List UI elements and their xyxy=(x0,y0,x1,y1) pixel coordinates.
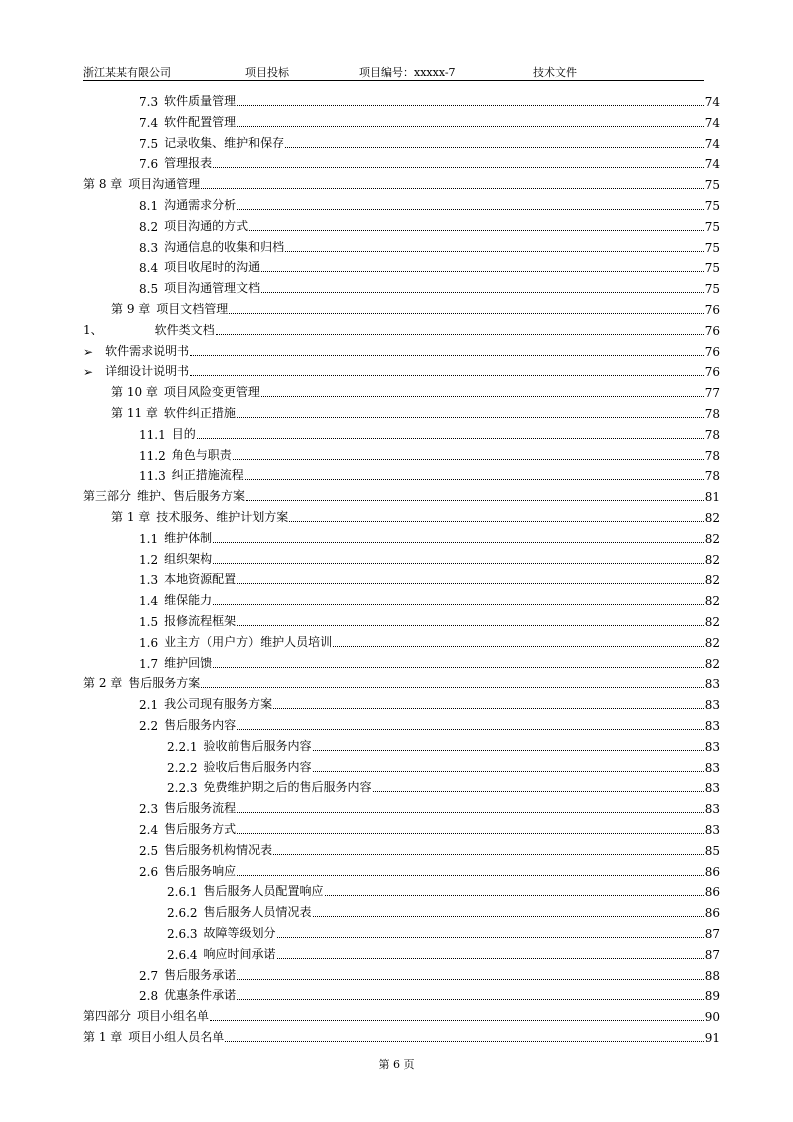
toc-entry-number: 第 2 章 xyxy=(83,676,123,691)
toc-entry-title: 项目沟通管理 xyxy=(128,177,201,192)
toc-entry[interactable] xyxy=(139,630,720,650)
toc-entry-title: 目的 xyxy=(171,426,196,441)
toc-entry[interactable] xyxy=(83,1025,720,1045)
page-number: 第 6 页 xyxy=(378,1058,415,1071)
toc-dot-leader xyxy=(216,322,704,335)
toc-entry-page: 77 xyxy=(704,386,720,401)
toc-entry-page: 75 xyxy=(704,240,720,255)
toc-entry[interactable] xyxy=(139,214,720,234)
toc-dot-leader xyxy=(313,904,704,917)
toc-entry-number: 1.3 xyxy=(139,573,159,588)
toc-entry[interactable] xyxy=(83,671,720,691)
toc-entry-title: 验收后售后服务内容 xyxy=(203,759,312,774)
toc-entry[interactable] xyxy=(139,110,720,130)
toc-entry-page: 76 xyxy=(704,323,720,338)
toc-entry-number: 2.2.1 xyxy=(167,739,198,754)
toc-entry-number: 7.5 xyxy=(139,136,159,151)
toc-entry-page: 82 xyxy=(704,511,720,525)
toc-entry-title: 报修流程框架 xyxy=(164,614,237,628)
toc-entry-page: 78 xyxy=(704,427,720,442)
toc-entry-number: 2.2 xyxy=(139,719,159,733)
toc-entry-title: 软件质量管理 xyxy=(164,94,237,108)
toc-entry[interactable] xyxy=(167,734,720,754)
toc-entry-page: 74 xyxy=(704,95,720,109)
toc-entry-number: 1.1 xyxy=(139,531,159,546)
toc-entry-title: 管理报表 xyxy=(164,156,213,171)
toc-entry-number: 2.2.2 xyxy=(167,760,198,775)
toc-entry[interactable] xyxy=(83,172,720,192)
toc-entry-title: 项目沟通的方式 xyxy=(164,218,249,233)
toc-entry-page: 89 xyxy=(704,989,720,1004)
toc-entry-title: 本地资源配置 xyxy=(164,572,237,587)
toc-entry-number: 8.4 xyxy=(139,261,159,276)
toc-dot-leader xyxy=(213,551,704,564)
toc-entry-title: 售后服务承诺 xyxy=(164,967,237,982)
toc-entry[interactable] xyxy=(139,838,720,858)
toc-entry-page: 76 xyxy=(704,303,720,317)
toc-dot-leader xyxy=(237,863,704,876)
toc-entry-page: 83 xyxy=(704,802,720,817)
toc-entry-title: 沟通需求分析 xyxy=(164,198,237,212)
toc-dot-leader xyxy=(245,467,704,480)
toc-entry-title: 软件类文档 xyxy=(154,322,215,337)
toc-entry-number: 2.6 xyxy=(139,864,159,879)
toc-entry-page: 86 xyxy=(704,864,720,879)
toc-entry-number: 1、 xyxy=(83,322,103,337)
toc-entry[interactable] xyxy=(167,942,720,962)
toc-entry-page: 85 xyxy=(704,843,720,858)
toc-entry-number: 1.7 xyxy=(139,656,159,671)
toc-entry-number: 第四部分 xyxy=(83,1009,132,1024)
toc-dot-leader xyxy=(213,530,704,543)
toc-entry-title: 组织架构 xyxy=(164,551,213,566)
toc-entry-page: 82 xyxy=(704,552,720,567)
toc-entry[interactable] xyxy=(139,983,720,1003)
toc-entry[interactable] xyxy=(139,547,720,567)
toc-entry-page: 74 xyxy=(704,157,720,172)
toc-dot-leader xyxy=(285,239,704,252)
toc-entry-title: 维保能力 xyxy=(164,593,213,608)
toc-dot-leader xyxy=(237,967,704,980)
toc-entry-title: 项目收尾时的沟通 xyxy=(164,260,261,275)
toc-entry-page: 83 xyxy=(704,823,720,837)
toc-dot-leader xyxy=(237,571,704,584)
toc-entry-number: 2.8 xyxy=(139,989,159,1004)
toc-dot-leader xyxy=(213,592,704,605)
toc-entry-title: 售后服务人员情况表 xyxy=(203,905,312,920)
toc-entry-page: 83 xyxy=(704,719,720,733)
toc-entry-number: 7.6 xyxy=(139,157,159,172)
toc-entry-page: 82 xyxy=(704,594,720,609)
toc-dot-leader xyxy=(201,675,703,688)
toc-entry-page: 78 xyxy=(704,469,720,484)
toc-entry-page: 76 xyxy=(704,344,720,359)
toc-entry[interactable] xyxy=(167,921,720,941)
toc-entry-title: 售后服务流程 xyxy=(164,801,237,816)
toc-entry-page: 76 xyxy=(704,365,720,380)
toc-entry[interactable] xyxy=(139,255,720,275)
toc-entry-number: 2.7 xyxy=(139,968,159,983)
toc-entry-number: 8.2 xyxy=(139,219,159,234)
toc-entry[interactable] xyxy=(139,193,720,213)
toc-entry-page: 88 xyxy=(704,968,720,983)
toc-entry-title: 软件纠正措施 xyxy=(163,406,236,420)
toc-entry[interactable] xyxy=(139,713,720,733)
toc-entry[interactable] xyxy=(139,89,720,109)
toc-dot-leader xyxy=(213,155,704,168)
toc-entry[interactable] xyxy=(139,235,720,255)
toc-entry-title: 项目风险变更管理 xyxy=(163,385,260,400)
toc-dot-leader xyxy=(233,447,704,460)
toc-entry-title: 详细设计说明书 xyxy=(105,364,190,379)
toc-dot-leader xyxy=(261,384,704,397)
toc-entry[interactable] xyxy=(139,131,720,151)
toc-entry-title: 免费维护期之后的售后服务内容 xyxy=(203,780,372,795)
toc-dot-leader xyxy=(197,426,704,439)
toc-entry-page: 82 xyxy=(704,615,720,629)
toc-entry[interactable] xyxy=(139,463,720,483)
toc-entry[interactable] xyxy=(167,775,720,795)
toc-entry-number: 2.6.3 xyxy=(167,927,198,941)
toc-entry-title: 项目沟通管理文档 xyxy=(164,281,261,296)
toc-entry-number: 2.4 xyxy=(139,823,159,837)
toc-dot-leader xyxy=(273,842,704,855)
toc-entry[interactable] xyxy=(139,276,720,296)
toc-entry-title: 售后服务方案 xyxy=(128,676,201,691)
toc-entry-title: 记录收集、维护和保存 xyxy=(164,135,285,150)
toc-entry-title: 故障等级划分 xyxy=(203,926,276,940)
toc-entry[interactable] xyxy=(139,422,720,442)
toc-dot-leader xyxy=(313,759,704,772)
toc-entry[interactable] xyxy=(139,443,720,463)
toc-entry-number: 1.2 xyxy=(139,552,159,567)
toc-entry[interactable] xyxy=(167,900,720,920)
toc-entry-page: 83 xyxy=(704,698,720,713)
toc-entry-number: 1.5 xyxy=(139,615,159,629)
toc-entry-number: 2.3 xyxy=(139,802,159,817)
toc-entry-page: 86 xyxy=(704,885,720,900)
toc-entry-number: ➢ xyxy=(83,344,94,359)
toc-dot-leader xyxy=(237,987,704,1000)
toc-entry[interactable] xyxy=(139,567,720,587)
toc-dot-leader xyxy=(261,280,704,293)
toc-entry-page: 75 xyxy=(704,261,720,276)
toc-entry-page: 75 xyxy=(704,199,720,213)
toc-entry[interactable] xyxy=(83,359,720,379)
toc-dot-leader xyxy=(285,135,704,148)
toc-dot-leader xyxy=(373,779,704,792)
toc-entry[interactable] xyxy=(83,339,720,359)
toc-entry[interactable] xyxy=(139,859,720,879)
toc-entry[interactable] xyxy=(111,505,720,525)
page-header xyxy=(83,62,704,81)
toc-entry[interactable] xyxy=(139,651,720,671)
toc-entry[interactable] xyxy=(111,380,720,400)
toc-entry[interactable] xyxy=(111,297,720,317)
toc-entry[interactable] xyxy=(83,484,720,504)
toc-entry-number: 2.5 xyxy=(139,843,159,858)
toc-entry[interactable] xyxy=(83,1004,720,1024)
toc-entry-number: 1.6 xyxy=(139,635,159,650)
toc-entry-page: 83 xyxy=(704,677,720,692)
toc-dot-leader xyxy=(237,800,704,813)
toc-dot-leader xyxy=(277,946,704,959)
toc-entry-number: 8.1 xyxy=(139,199,159,213)
toc-entry-title: 维护、售后服务方案 xyxy=(137,489,246,504)
toc-entry-page: 83 xyxy=(704,781,720,796)
toc-entry[interactable] xyxy=(167,879,720,899)
toc-dot-leader xyxy=(237,821,704,834)
toc-entry-number: 第 11 章 xyxy=(111,406,158,420)
toc-dot-leader xyxy=(277,925,704,938)
toc-dot-leader xyxy=(273,696,704,709)
toc-entry-number: 第 9 章 xyxy=(111,302,151,316)
toc-entry[interactable] xyxy=(139,692,720,712)
toc-entry-page: 78 xyxy=(704,407,720,421)
toc-entry-title: 纠正措施流程 xyxy=(171,468,244,483)
header-company: 浙江某某有限公司 xyxy=(83,66,171,79)
toc-entry-page: 74 xyxy=(704,115,720,130)
toc-entry-title: 技术服务、维护计划方案 xyxy=(156,510,289,524)
toc-entry-number: 第 10 章 xyxy=(111,385,158,400)
toc-entry-page: 90 xyxy=(704,1010,720,1025)
toc-entry-title: 软件需求说明书 xyxy=(105,343,190,358)
toc-dot-leader xyxy=(333,634,704,647)
toc-entry-title: 项目文档管理 xyxy=(156,302,229,316)
toc-entry-page: 75 xyxy=(704,178,720,193)
toc-entry[interactable] xyxy=(167,755,720,775)
toc-dot-leader xyxy=(237,717,704,730)
toc-entry[interactable] xyxy=(139,796,720,816)
toc-dot-leader xyxy=(313,738,704,751)
toc-dot-leader xyxy=(289,509,703,522)
toc-entry[interactable] xyxy=(83,318,720,338)
header-project: 项目投标 xyxy=(245,66,289,79)
header-project-number: 项目编号：xxxxx-7 xyxy=(359,66,456,79)
toc-entry[interactable] xyxy=(139,817,720,837)
toc-entry-title: 沟通信息的收集和归档 xyxy=(164,239,285,254)
toc-dot-leader xyxy=(237,114,704,127)
toc-entry-number: 11.2 xyxy=(139,448,166,463)
toc-dot-leader xyxy=(237,197,704,210)
toc-dot-leader xyxy=(229,301,703,314)
toc-dot-leader xyxy=(201,176,703,189)
toc-entry-title: 项目小组名单 xyxy=(137,1009,210,1024)
toc-entry-number: 11.1 xyxy=(139,427,166,442)
toc-entry-title: 项目小组人员名单 xyxy=(128,1030,225,1044)
toc-entry-number: 8.3 xyxy=(139,240,159,255)
toc-dot-leader xyxy=(225,1029,703,1042)
toc-entry-page: 83 xyxy=(704,739,720,754)
toc-dot-leader xyxy=(325,883,704,896)
toc-entry[interactable] xyxy=(139,963,720,983)
toc-entry-title: 售后服务人员配置响应 xyxy=(203,884,324,899)
toc-entry-title: 验收前售后服务内容 xyxy=(203,738,312,753)
toc-entry[interactable] xyxy=(139,588,720,608)
toc-dot-leader xyxy=(190,343,704,356)
toc-entry-title: 角色与职责 xyxy=(171,447,232,462)
toc-entry-number: ➢ xyxy=(83,365,94,380)
toc-entry-title: 响应时间承诺 xyxy=(203,946,276,961)
toc-entry-title: 优惠条件承诺 xyxy=(164,988,237,1003)
toc-entry-number: 11.3 xyxy=(139,469,166,484)
toc-entry-page: 75 xyxy=(704,219,720,234)
toc-entry-page: 82 xyxy=(704,531,720,546)
toc-dot-leader xyxy=(237,613,704,626)
toc-entry-number: 2.1 xyxy=(139,698,159,713)
toc-dot-leader xyxy=(249,218,704,231)
toc-entry-page: 75 xyxy=(704,282,720,297)
toc-entry-page: 87 xyxy=(704,927,720,941)
toc-dot-leader xyxy=(261,259,704,272)
toc-entry-number: 2.6.4 xyxy=(167,947,198,962)
toc-entry-page: 82 xyxy=(704,573,720,588)
toc-entry-page: 78 xyxy=(704,448,720,463)
toc-dot-leader xyxy=(190,363,704,376)
toc-entry-page: 82 xyxy=(704,656,720,671)
toc-dot-leader xyxy=(237,405,704,418)
toc-entry-page: 82 xyxy=(704,635,720,650)
toc-entry-number: 8.5 xyxy=(139,282,159,297)
toc-entry-page: 83 xyxy=(704,760,720,775)
toc-entry-title: 售后服务响应 xyxy=(164,863,237,878)
toc-entry-number: 1.4 xyxy=(139,594,159,609)
toc-entry-number: 第 1 章 xyxy=(111,510,151,524)
toc-entry-page: 91 xyxy=(704,1031,720,1045)
toc-entry[interactable] xyxy=(139,609,720,629)
toc-entry-number: 2.6.1 xyxy=(167,885,198,900)
toc-dot-leader xyxy=(237,93,704,106)
toc-entry-number: 7.4 xyxy=(139,115,159,130)
toc-entry[interactable] xyxy=(111,401,720,421)
toc-entry-number: 2.2.3 xyxy=(167,781,198,796)
page-footer xyxy=(0,1056,793,1072)
toc-entry-page: 86 xyxy=(704,906,720,921)
toc-entry-title: 维护体制 xyxy=(164,530,213,545)
toc-entry[interactable] xyxy=(139,151,720,171)
toc-dot-leader xyxy=(210,1008,704,1021)
toc-entry-title: 售后服务内容 xyxy=(164,718,237,732)
toc-entry-title: 我公司现有服务方案 xyxy=(164,697,273,712)
toc-entry-number: 7.3 xyxy=(139,95,159,109)
toc-entry-number: 第 1 章 xyxy=(83,1030,123,1044)
toc-entry-page: 87 xyxy=(704,947,720,962)
toc-entry-title: 售后服务机构情况表 xyxy=(164,842,273,857)
toc-entry-title: 软件配置管理 xyxy=(164,114,237,129)
toc-entry-title: 业主方（用户方）维护人员培训 xyxy=(164,634,333,649)
toc-entry-page: 74 xyxy=(704,136,720,151)
header-doc-type: 技术文件 xyxy=(533,66,577,79)
toc-dot-leader xyxy=(213,655,704,668)
toc-entry-title: 售后服务方式 xyxy=(164,822,237,836)
toc-dot-leader xyxy=(246,488,704,501)
toc-entry-number: 第三部分 xyxy=(83,489,132,504)
toc-entry-number: 2.6.2 xyxy=(167,906,198,921)
toc-entry[interactable] xyxy=(139,526,720,546)
toc-entry-title: 维护回馈 xyxy=(164,655,213,670)
toc-entry-page: 81 xyxy=(704,490,720,505)
toc-entry-number: 第 8 章 xyxy=(83,177,123,192)
